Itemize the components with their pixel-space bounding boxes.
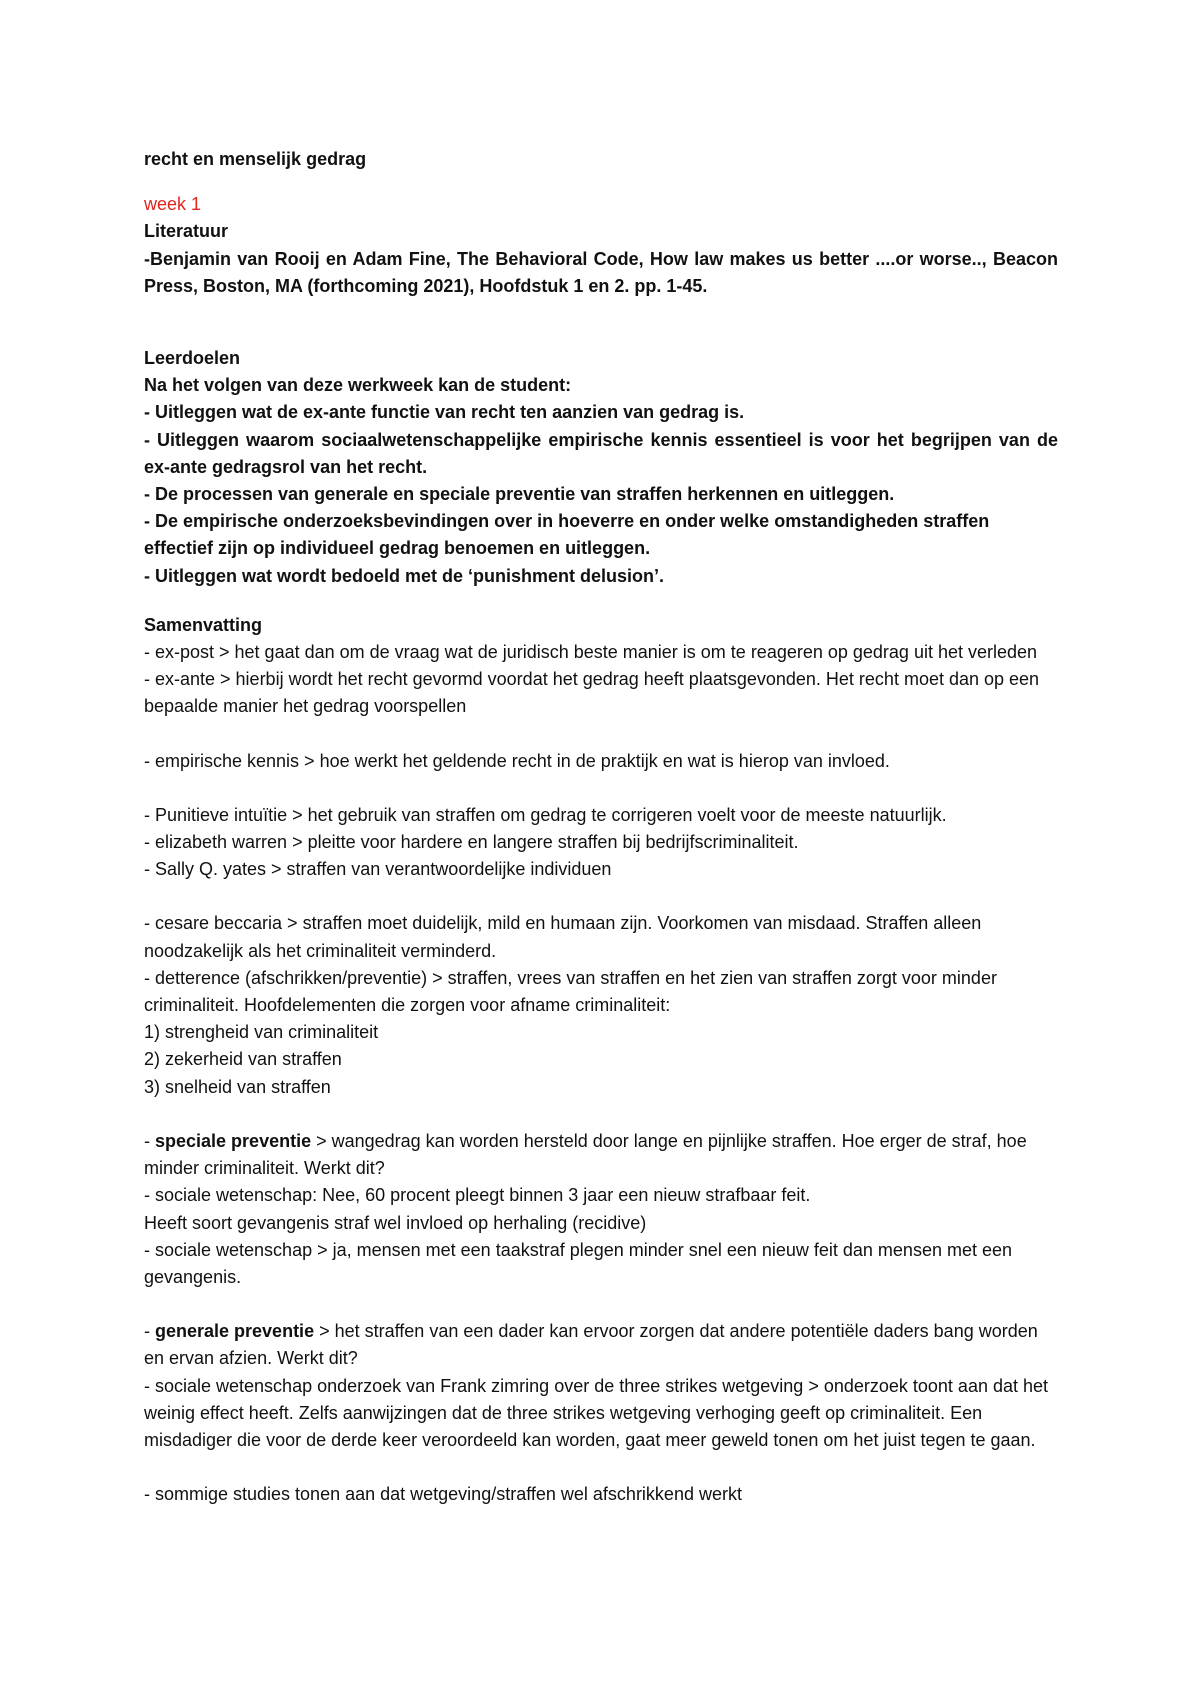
literatuur-text: -Benjamin van Rooij en Adam Fine, The Behavioral Code, How law makes us better ....or worse.., Beacon Press, Boston, MA (forthcoming 2021), Hoofdstuk 1 en 2. pp. 1-45.: [144, 248, 1058, 296]
summary-rest: > wangedrag kan worden hersteld door lange en pijnlijke straffen. Hoe erger de straf, hoe minder criminaliteit. Werkt dit?: [144, 1130, 1027, 1179]
summary-line: - Punitieve intuïtie > het gebruik van straffen om gedrag te corrigeren voelt voor de meeste natuurlijk.: [144, 804, 947, 825]
summary-line: 1) strengheid van criminaliteit: [144, 1022, 379, 1043]
summary-prefix: -: [144, 1130, 155, 1151]
summary-line: - sociale wetenschap > ja, mensen met een taakstraf plegen minder snel een nieuw feit dan mensen met een gevangenis.: [144, 1239, 1013, 1287]
summary-line: 3) snelheid van straffen: [144, 1076, 331, 1097]
speciale-preventie-term: speciale preventie: [155, 1130, 312, 1151]
generale-preventie-term: generale preventie: [155, 1321, 315, 1342]
document-title: recht en menselijk gedrag: [144, 149, 367, 169]
leerdoel-item: - Uitleggen wat wordt bedoeld met de ‘punishment delusion’.: [144, 565, 665, 586]
literatuur-heading: Literatuur: [144, 221, 229, 242]
leerdoel-item: - De processen van generale en speciale preventie van straffen herkennen en uitleggen.: [144, 484, 895, 505]
summary-prefix: -: [144, 1321, 155, 1342]
summary-line: - sommige studies tonen aan dat wetgeving/straffen wel afschrikkend werkt: [144, 1484, 742, 1505]
leerdoel-item: - De empirische onderzoeksbevindingen over in hoeverre en onder welke omstandigheden straffen effectief zijn op individueel gedrag benoemen en uitleggen.: [144, 511, 990, 559]
summary-line: - Sally Q. yates > straffen van verantwoordelijke individuen: [144, 859, 612, 880]
leerdoel-item: - Uitleggen waarom sociaalwetenschappelijke empirische kennis essentieel is voor het begrijpen van de ex-ante gedragsrol van het recht.: [144, 429, 1058, 477]
leerdoelen-intro: Na het volgen van deze werkweek kan de student:: [144, 375, 572, 396]
summary-line: - detterence (afschrikken/preventie) > straffen, vrees van straffen en het zien van straffen zorgt voor minder criminaliteit. Hoofdelementen die zorgen voor afname criminaliteit:: [144, 967, 997, 1016]
document-page: [144, 146, 1058, 1508]
summary-line: - ex-post > het gaat dan om de vraag wat de juridisch beste manier is om te reageren op gedrag uit het verleden: [144, 642, 1038, 663]
summary-line: 2) zekerheid van straffen: [144, 1049, 342, 1070]
summary-line: - cesare beccaria > straffen moet duidelijk, mild en humaan zijn. Voorkomen van misdaad. Straffen alleen noodzakelijk als het criminaliteit verminderd.: [144, 913, 982, 961]
summary-line: - ex-ante > hierbij wordt het recht gevormd voordat het gedrag heeft plaatsgevonden. Het recht moet dan op een bepaalde manier het gedrag voorspellen: [144, 669, 1040, 717]
summary-line: - elizabeth warren > pleitte voor hardere en langere straffen bij bedrijfscriminaliteit.: [144, 832, 799, 853]
summary-line: - sociale wetenschap onderzoek van Frank zimring over de three strikes wetgeving > onderzoek toont aan dat het weinig effect heeft. Zelfs aanwijzingen dat de three strikes wetgeving verhoging geeft op criminaliteit. Een misdadiger die voor de derde keer veroordeeld kan worden, gaat meer geweld tonen om het juist tegen te gaan.: [144, 1375, 1049, 1450]
summary-rest: > het straffen van een dader kan ervoor zorgen dat andere potentiële daders bang worden en ervan afzien. Werkt dit?: [144, 1321, 1038, 1369]
samenvatting-heading: Samenvatting: [144, 614, 263, 635]
generale-preventie-line: [144, 1318, 1058, 1372]
leerdoel-item: - Uitleggen wat de ex-ante functie van recht ten aanzien van gedrag is.: [144, 402, 745, 423]
summary-line: Heeft soort gevangenis straf wel invloed op herhaling (recidive): [144, 1212, 647, 1233]
leerdoelen-heading: Leerdoelen: [144, 348, 241, 369]
week-label: week 1: [144, 194, 202, 215]
speciale-preventie-line: [144, 1128, 1058, 1182]
summary-line: - empirische kennis > hoe werkt het geldende recht in de praktijk en wat is hierop van invloed.: [144, 750, 890, 771]
summary-line: - sociale wetenschap: Nee, 60 procent pleegt binnen 3 jaar een nieuw strafbaar feit.: [144, 1185, 811, 1206]
